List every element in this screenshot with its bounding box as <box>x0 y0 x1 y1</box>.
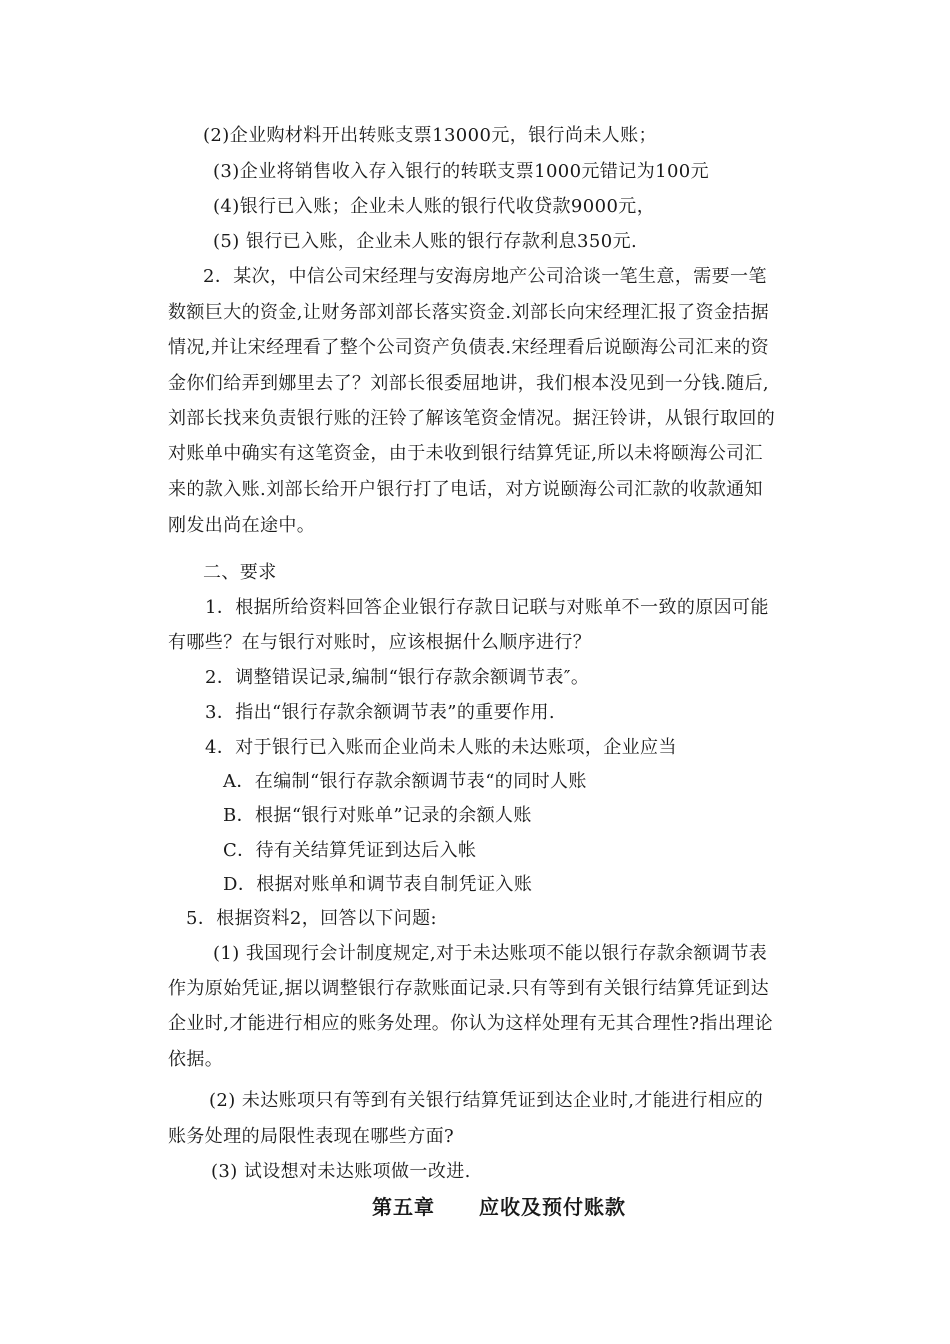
question-3: 3．指出“银行存款余额调节表”的重要作用. <box>205 702 555 723</box>
question-5-3: (3) 试设想对未达账项做一改进. <box>211 1161 471 1182</box>
option-a: A．在编制“银行存款余额调节表“的同时人账 <box>223 771 587 792</box>
requirements-heading: 二、要求 <box>203 562 277 583</box>
question-4: 4．对于银行已入账而企业尚未人账的未达账项，企业应当 <box>205 737 677 758</box>
question-2: 2．调整错误记录,编制“银行存款余额调节表″。 <box>205 667 590 688</box>
chapter-heading <box>372 1194 626 1220</box>
material-item-2: (2)企业购材料开出转账支票13000元，银行尚未人账； <box>203 125 657 146</box>
question-5-1-line: 企业时,才能进行相应的账务处理。你认为这样处理有无其合理性?指出理论 <box>168 1013 773 1034</box>
case-paragraph-line: 来的款入账.刘部长给开户银行打了电话，对方说颐海公司汇款的收款通知 <box>168 479 763 500</box>
option-d: D．根据对账单和调节表自制凭证入账 <box>223 874 533 895</box>
question-5-2-line: (2) 未达账项只有等到有关银行结算凭证到达企业时,才能进行相应的 <box>209 1090 764 1111</box>
case-paragraph-line: 2．某次，中信公司宋经理与安海房地产公司洽谈一笔生意，需要一笔 <box>203 266 767 287</box>
question-5-2-line: 账务处理的局限性表现在哪些方面? <box>168 1126 455 1147</box>
question-5-1-line: 依据。 <box>168 1049 224 1070</box>
option-c: C．待有关结算凭证到达后入帐 <box>223 840 477 861</box>
case-paragraph-line: 刘部长找来负责银行账的汪铃了解该笔资金情况。据汪铃讲，从银行取回的 <box>168 408 776 429</box>
question-5-1-line: (1) 我国现行会计制度规定,对于未达账项不能以银行存款余额调节表 <box>213 943 768 964</box>
chapter-number: 第五章 <box>372 1195 435 1219</box>
material-item-4: (4)银行已入账；企业未人账的银行代收贷款9000元， <box>213 196 656 217</box>
question-1: 1．根据所给资料回答企业银行存款日记联与对账单不一致的原因可能 <box>205 597 769 618</box>
case-paragraph-line: 刚发出尚在途中。 <box>168 515 316 536</box>
chapter-title: 应收及预付账款 <box>479 1195 626 1219</box>
question-5-1-line: 作为原始凭证,据以调整银行存款账面记录.只有等到有关银行结算凭证到达 <box>168 978 770 999</box>
case-paragraph-line: 情况,并让宋经理看了整个公司资产负债表.宋经理看后说颐海公司汇来的资 <box>168 337 770 358</box>
question-1-cont: 有哪些？在与银行对账时，应该根据什么顺序进行？ <box>168 632 592 653</box>
material-item-5: (5) 银行已入账，企业未人账的银行存款利息350元. <box>213 231 638 252</box>
case-paragraph-line: 金你们给弄到娜里去了？刘部长很委屈地讲，我们根本没见到一分钱.随后, <box>168 373 770 394</box>
option-b: B．根据“银行对账单”记录的余额人账 <box>223 805 532 826</box>
material-item-3: (3)企业将销售收入存入银行的转联支票1000元错记为100元 <box>213 161 710 182</box>
case-paragraph-line: 数额巨大的资金,让财务部刘部长落实资金.刘部长向宋经理汇报了资金拮据 <box>168 302 770 323</box>
question-5: 5．根据资料2，回答以下问题: <box>186 908 437 929</box>
case-paragraph-line: 对账单中确实有这笔资金，由于未收到银行结算凭证,所以未将颐海公司汇 <box>168 443 763 464</box>
